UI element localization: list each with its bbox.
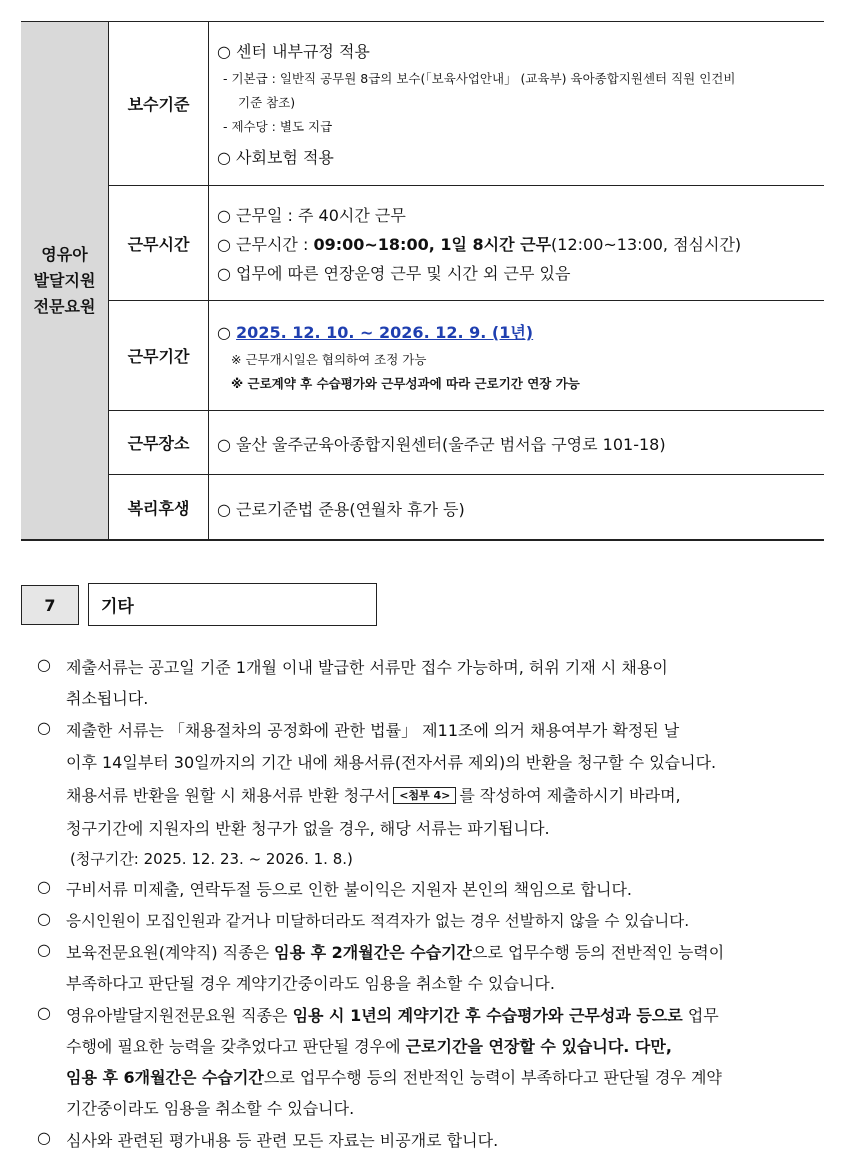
section-number: 7: [21, 585, 79, 625]
hours-line-2: [217, 232, 741, 255]
pay-line-3: 기준 참조): [238, 95, 296, 110]
period-line-1: [217, 320, 533, 343]
pay-line-4: - 제수당 : 별도 지급: [223, 119, 333, 134]
item-6-line-4: 기간중이라도 임용을 취소할 수 있습니다.: [66, 1099, 355, 1118]
item-5-a: 보육전문요원(계약직) 직종은: [66, 943, 275, 962]
welfare-line-1: ○ 근로기준법 준용(연월차 휴가 등): [217, 500, 465, 519]
item-6-c: 업무: [682, 1006, 719, 1025]
item-5-c: 으로 업무수행 등의 전반적인 능력이: [472, 943, 725, 962]
item-6-line-3: [66, 1065, 722, 1088]
item-6-line-1: [66, 1003, 719, 1026]
row-content-welfare: [209, 475, 824, 540]
bullet-6: ○: [37, 1003, 51, 1022]
period-line-1-bullet: ○: [217, 323, 237, 342]
row-content-place: [209, 411, 824, 474]
item-5-line-1: [66, 940, 724, 963]
row-pay: [109, 22, 824, 186]
row-place: [109, 411, 824, 475]
item-4: 응시인원이 모집인원과 같거나 미달하더라도 적격자가 없는 경우 선발하지 않을 수 있습니다.: [66, 912, 690, 930]
hours-line-2-time: 09:00~18:00, 1일 8시간 근무: [313, 235, 552, 254]
hours-line-2-label: ○ 근무시간 :: [217, 235, 314, 254]
hours-line-2-lunch: (12:00~13:00, 점심시간): [551, 235, 742, 254]
item-2-line-2: 이후 14일부터 30일까지의 기간 내에 채용서류(전자서류 제외)의 반환을 청구할 수 있습니다.: [66, 753, 717, 772]
row-hours: [109, 186, 824, 301]
item-2-line-1: 제출한 서류는 「채용절차의 공정화에 관한 법률」 제11조에 의거 채용여부가 확정된 날: [66, 721, 680, 740]
bullet-4: ○: [37, 909, 51, 928]
bullet-7: ○: [37, 1128, 51, 1147]
item-6-d: 수행에 필요한 능력을 갖추었다고 판단될 경우에: [66, 1037, 406, 1056]
category-cell: [21, 22, 109, 539]
place-line-1: ○ 울산 울주군육아종합지원센터(울주군 범서읍 구영로 101-18): [217, 435, 666, 454]
row-content-hours: [209, 186, 824, 300]
item-5-b: 임용 후 2개월간은 수습기간: [274, 943, 473, 962]
item-1-line-2: 취소됩니다.: [66, 689, 149, 708]
period-dates: 2025. 12. 10. ~ 2026. 12. 9. (1년): [236, 323, 534, 342]
row-header-welfare: 복리후생: [109, 475, 209, 540]
period-line-3: ※ 근로계약 후 수습평가와 근무성과에 따라 근로기간 연장 가능: [231, 376, 580, 391]
item-2-line-4: 청구기간에 지원자의 반환 청구가 없을 경우, 해당 서류는 파기됩니다.: [66, 819, 550, 838]
row-welfare: [109, 475, 824, 540]
item-6-a: 영유아발달지원전문요원 직종은: [66, 1006, 293, 1025]
item-2-line-3-b: 를 작성하여 제출하시기 바라며,: [459, 786, 681, 805]
pay-line-2: - 기본급 : 일반직 공무원 8급의 보수(「보육사업안내」 (교육부) 육아종합지원센터 직원 인건비: [223, 71, 736, 86]
item-5-line-2: 부족하다고 판단될 경우 계약기간중이라도 임용을 취소할 수 있습니다.: [66, 974, 555, 993]
row-content-period: [209, 301, 824, 410]
item-2-claim-period: (청구기간: 2025. 12. 23. ~ 2026. 1. 8.): [70, 850, 353, 868]
bullet-3: ○: [37, 877, 51, 896]
row-header-pay: 보수기준: [109, 22, 209, 185]
item-2-line-3: [66, 783, 681, 806]
hours-line-1: ○ 근무일 : 주 40시간 근무: [217, 206, 406, 225]
item-6-g: 으로 업무수행 등의 전반적인 능력이 부족하다고 판단될 경우 계약: [263, 1068, 722, 1087]
item-3: 구비서류 미제출, 연락두절 등으로 인한 불이익은 지원자 본인의 책임으로 합니다.: [66, 880, 632, 899]
item-7: 심사와 관련된 평가내용 등 관련 모든 자료는 비공개로 합니다.: [66, 1131, 499, 1150]
item-6-f: 임용 후 6개월간은 수습기간: [66, 1068, 264, 1087]
hours-line-3: ○ 업무에 따른 연장운영 근무 및 시간 외 근무 있음: [217, 264, 571, 283]
row-period: [109, 301, 824, 411]
item-2-line-3-a: 채용서류 반환을 원할 시 채용서류 반환 청구서: [66, 786, 391, 805]
row-content-pay: [209, 22, 824, 185]
bullet-2: ○: [37, 718, 51, 737]
period-line-2: ※ 근무개시일은 협의하여 조정 가능: [231, 352, 427, 367]
bullet-1: ○: [37, 655, 51, 674]
conditions-table: [21, 21, 824, 541]
item-1-line-1: 제출서류는 공고일 기준 1개월 이내 발급한 서류만 접수 가능하며, 허위 기재 시 채용이: [66, 658, 668, 677]
pay-line-5: ○ 사회보험 적용: [217, 148, 334, 167]
item-6-b: 임용 시 1년의 계약기간 후 수습평가와 근무성과 등으로: [292, 1006, 683, 1025]
row-header-place: 근무장소: [109, 411, 209, 474]
item-6-e: 근로기간을 연장할 수 있습니다. 다만,: [405, 1037, 672, 1056]
row-header-hours: 근무시간: [109, 186, 209, 300]
bullet-5: ○: [37, 940, 51, 959]
pay-line-1: ○ 센터 내부규정 적용: [217, 42, 370, 61]
item-6-line-2: [66, 1034, 672, 1057]
row-header-period: 근무기간: [109, 301, 209, 410]
attachment-4-badge: <첨부 4>: [393, 787, 456, 804]
section-title: 기타: [88, 583, 377, 626]
category-label: 영유아 발달지원 전문요원: [33, 244, 96, 316]
